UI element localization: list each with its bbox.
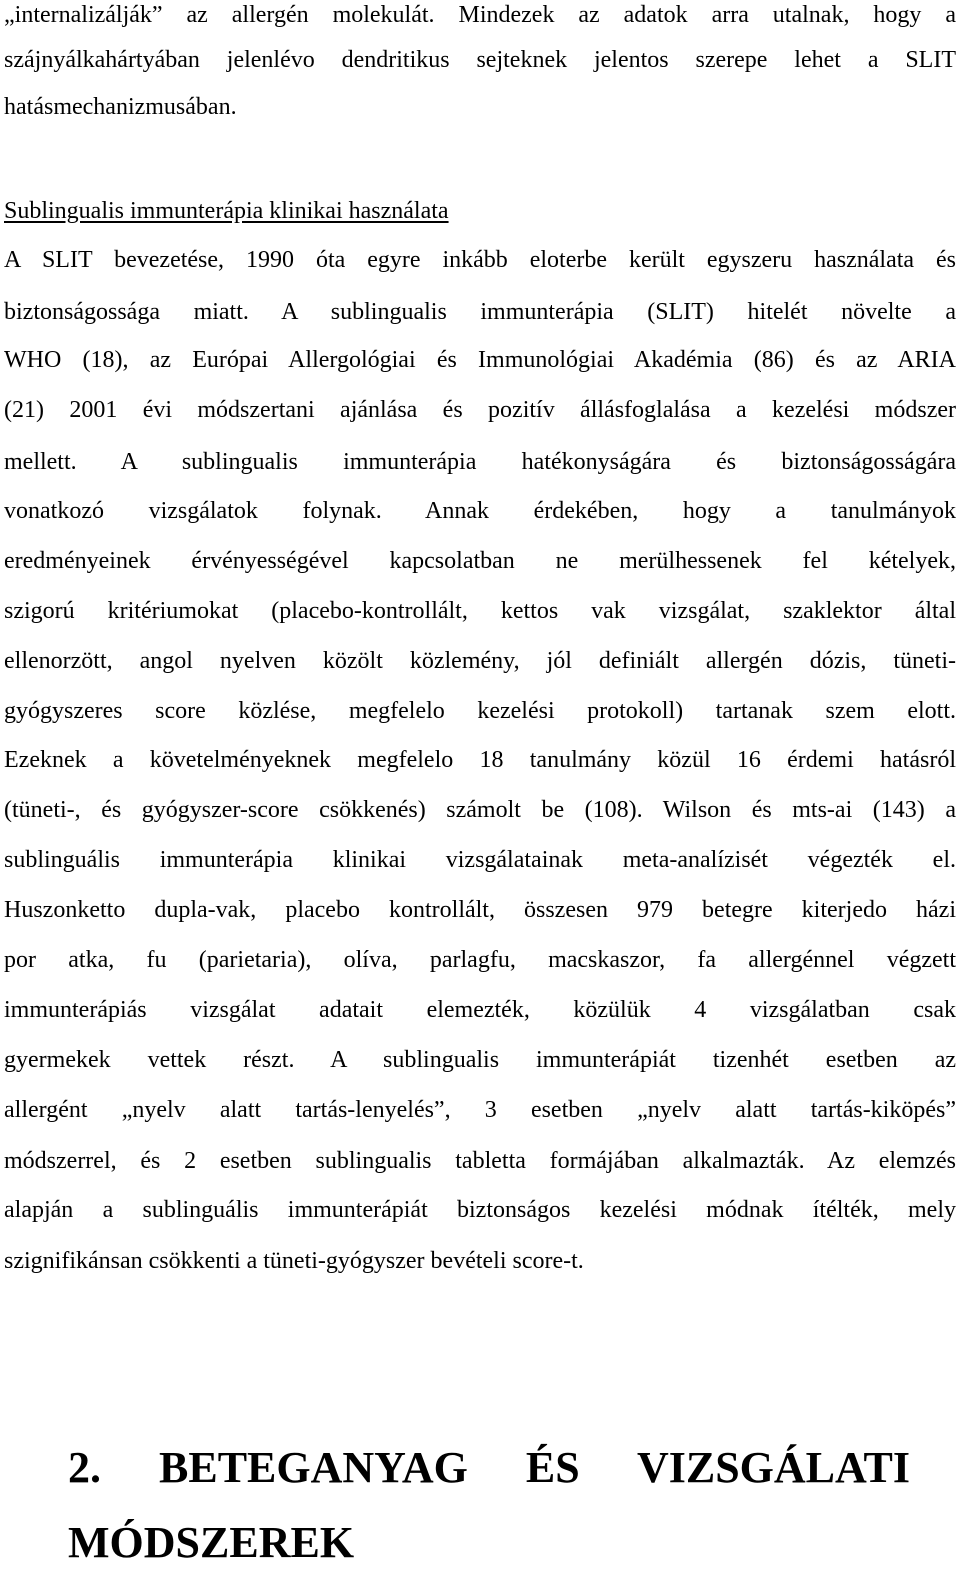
paragraph-line: por atka, fu (parietaria), olíva, parlagfu, macskaszor, fa allergénnel végzett: [4, 947, 956, 973]
paragraph-line: módszerrel, és 2 esetben sublingualis tabletta formájában alkalmazták. Az elemzés: [4, 1148, 956, 1174]
paragraph-line: gyógyszeres score közlése, megfelelo kezelési protokoll) tartanak szem elott.: [4, 698, 956, 724]
paragraph-line: Huszonketto dupla-vak, placebo kontrollált, összesen 979 betegre kiterjedo házi: [4, 897, 956, 923]
paragraph-line: immunterápiás vizsgálat adatait elemezték, közülük 4 vizsgálatban csak: [4, 997, 956, 1023]
paragraph-line: biztonságossága miatt. A sublingualis immunterápia (SLIT) hitelét növelte a: [4, 299, 956, 325]
paragraph-line: ellenorzött, angol nyelven közölt közlemény, jól definiált allergén dózis, tüneti-: [4, 648, 956, 674]
paragraph-line: gyermekek vettek részt. A sublingualis immunterápiát tizenhét esetben az: [4, 1047, 956, 1073]
paragraph-line: sublinguális immunterápia klinikai vizsgálatainak meta-analízisét végezték el.: [4, 847, 956, 873]
section-title: Sublingualis immunterápia klinikai használata: [4, 198, 449, 224]
paragraph-line: hatásmechanizmusában.: [4, 94, 237, 120]
paragraph-line: (tüneti-, és gyógyszer-score csökkenés) számolt be (108). Wilson és mts-ai (143) a: [4, 797, 956, 823]
paragraph-line: mellett. A sublingualis immunterápia hatékonyságára és biztonságosságára: [4, 449, 956, 475]
chapter-heading: 2. BETEGANYAG ÉS VIZSGÁLATI: [68, 1443, 910, 1492]
paragraph-line: eredményeinek érvényességével kapcsolatban ne merülhessenek fel kételyek,: [4, 548, 956, 574]
paragraph-line: alapján a sublinguális immunterápiát biztonságos kezelési módnak ítélték, mely: [4, 1197, 956, 1223]
paragraph-line: WHO (18), az Európai Allergológiai és Immunológiai Akadémia (86) és az ARIA: [4, 347, 956, 373]
chapter-heading-continued: MÓDSZEREK: [68, 1518, 355, 1567]
paragraph-line: Ezeknek a követelményeknek megfelelo 18 tanulmány közül 16 érdemi hatásról: [4, 747, 956, 773]
paragraph-line: „internalizálják” az allergén molekulát. Mindezek az adatok arra utalnak, hogy a: [4, 2, 956, 28]
paragraph-line: vonatkozó vizsgálatok folynak. Annak érdekében, hogy a tanulmányok: [4, 498, 956, 524]
paragraph-line: allergént „nyelv alatt tartás-lenyelés”, 3 esetben „nyelv alatt tartás-kiköpés”: [4, 1097, 956, 1123]
paragraph-line: szájnyálkahártyában jelenlévo dendritikus sejteknek jelentos szerepe lehet a SLIT: [4, 47, 956, 73]
paragraph-line: szignifikánsan csökkenti a tüneti-gyógyszer bevételi score-t.: [4, 1248, 584, 1274]
paragraph-line: szigorú kritériumokat (placebo-kontrollált, kettos vak vizsgálat, szaklektor által: [4, 598, 956, 624]
paragraph-line: (21) 2001 évi módszertani ajánlása és pozitív állásfoglalása a kezelési módszer: [4, 397, 956, 423]
paragraph-line: A SLIT bevezetése, 1990 óta egyre inkább eloterbe került egyszeru használata és: [4, 247, 956, 273]
